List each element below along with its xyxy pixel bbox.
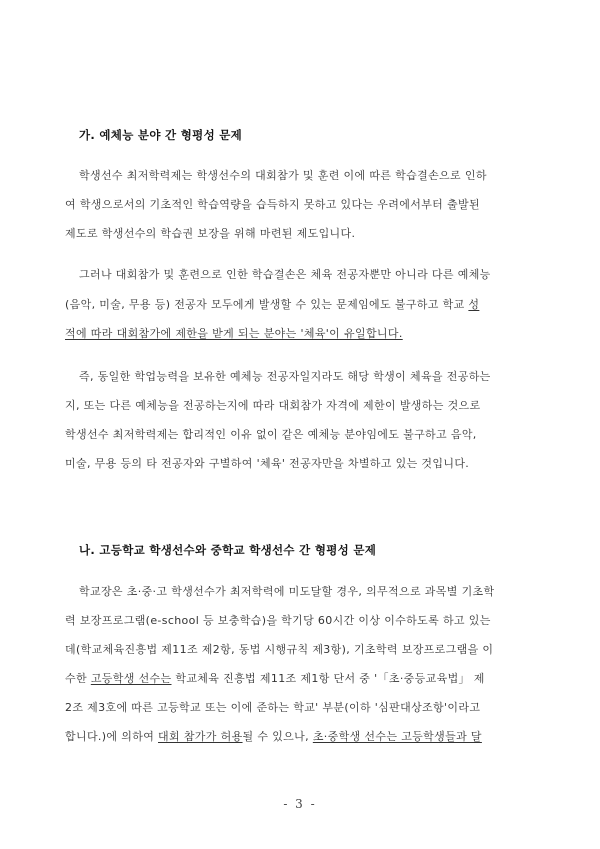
paragraph-line: 제도로 학생선수의 학습권 보장을 위해 마련된 제도입니다. — [65, 227, 356, 240]
paragraph-line: 여 학생으로서의 기초적인 학습역량을 습득하지 못하고 있다는 우려에서부터 출발된 — [65, 198, 480, 211]
paragraph-line — [65, 296, 479, 312]
paragraph-line: 력 보장프로그램(e-school 등 보충학습)을 학기당 60시간 이상 이수하도록 하고 있는 — [65, 614, 491, 627]
text-segment: 합니다.)에 의하여 — [65, 730, 159, 743]
underlined-text: 대회 참가가 허용 — [158, 730, 243, 743]
paragraph-line — [65, 670, 485, 686]
text-segment: 될 수 있으나, — [242, 730, 313, 743]
paragraph-line: 학생선수 최저학력제는 합리적인 이유 없이 같은 예체능 분야임에도 불구하고 음악, — [65, 428, 477, 441]
paragraph-line: 미술, 무용 등의 타 전공자와 구별하여 '체육' 전공자만을 차별하고 있는 것입니다. — [65, 457, 470, 470]
underlined-text: 성 — [468, 298, 480, 311]
underlined-text: 고등학생 선수는 — [90, 672, 172, 685]
text-segment: 학교체육 진흥법 제11조 제1항 단서 중 '「초·중등교육법」 제 — [171, 672, 485, 685]
section-heading-ga: 가. 예체능 분야 간 형평성 문제 — [79, 128, 243, 142]
paragraph-line: 즉, 동일한 학업능력을 보유한 예체능 전공자일지라도 해당 학생이 체육을 전공하는 — [79, 370, 491, 383]
paragraph-line: 2조 제3호에 따른 고등학교 또는 이에 준하는 학교' 부분(이하 '심판대상조항'이라고 — [65, 701, 481, 714]
paragraph-line — [65, 728, 482, 744]
underlined-text: 적에 따라 대회참가에 제한을 받게 되는 분야는 '체육'이 유일합니다. — [65, 327, 403, 340]
text-segment: (음악, 미술, 무용 등) 전공자 모두에게 발생할 수 있는 문제임에도 불구하고 학교 — [65, 298, 469, 311]
section-heading-na: 나. 고등학교 학생선수와 중학교 학생선수 간 형평성 문제 — [79, 543, 377, 557]
paragraph-line: 데(학교체육진흥법 제11조 제2항, 동법 시행규칙 제3항), 기초학력 보장프로그램을 이 — [65, 643, 494, 656]
paragraph-line: 학생선수 최저학력제는 학생선수의 대회참가 및 훈련 이에 따른 학습결손으로 인하 — [79, 169, 487, 182]
paragraph-line: 학교장은 초·중·고 학생선수가 최저학력에 미도달할 경우, 의무적으로 과목별 기초학 — [79, 585, 495, 598]
paragraph-line: 그러나 대회참가 및 훈련으로 인한 학습결손은 체육 전공자뿐만 아니라 다른 예체능 — [79, 268, 491, 281]
underlined-text: 초·중학생 선수는 고등학생들과 달 — [312, 730, 482, 743]
page-number: - 3 - — [283, 797, 317, 811]
text-segment: 수한 — [65, 672, 91, 685]
paragraph-line: 지, 또는 다른 예체능을 전공하는지에 따라 대회참가 자격에 제한이 발생하는 것으로 — [65, 399, 481, 412]
